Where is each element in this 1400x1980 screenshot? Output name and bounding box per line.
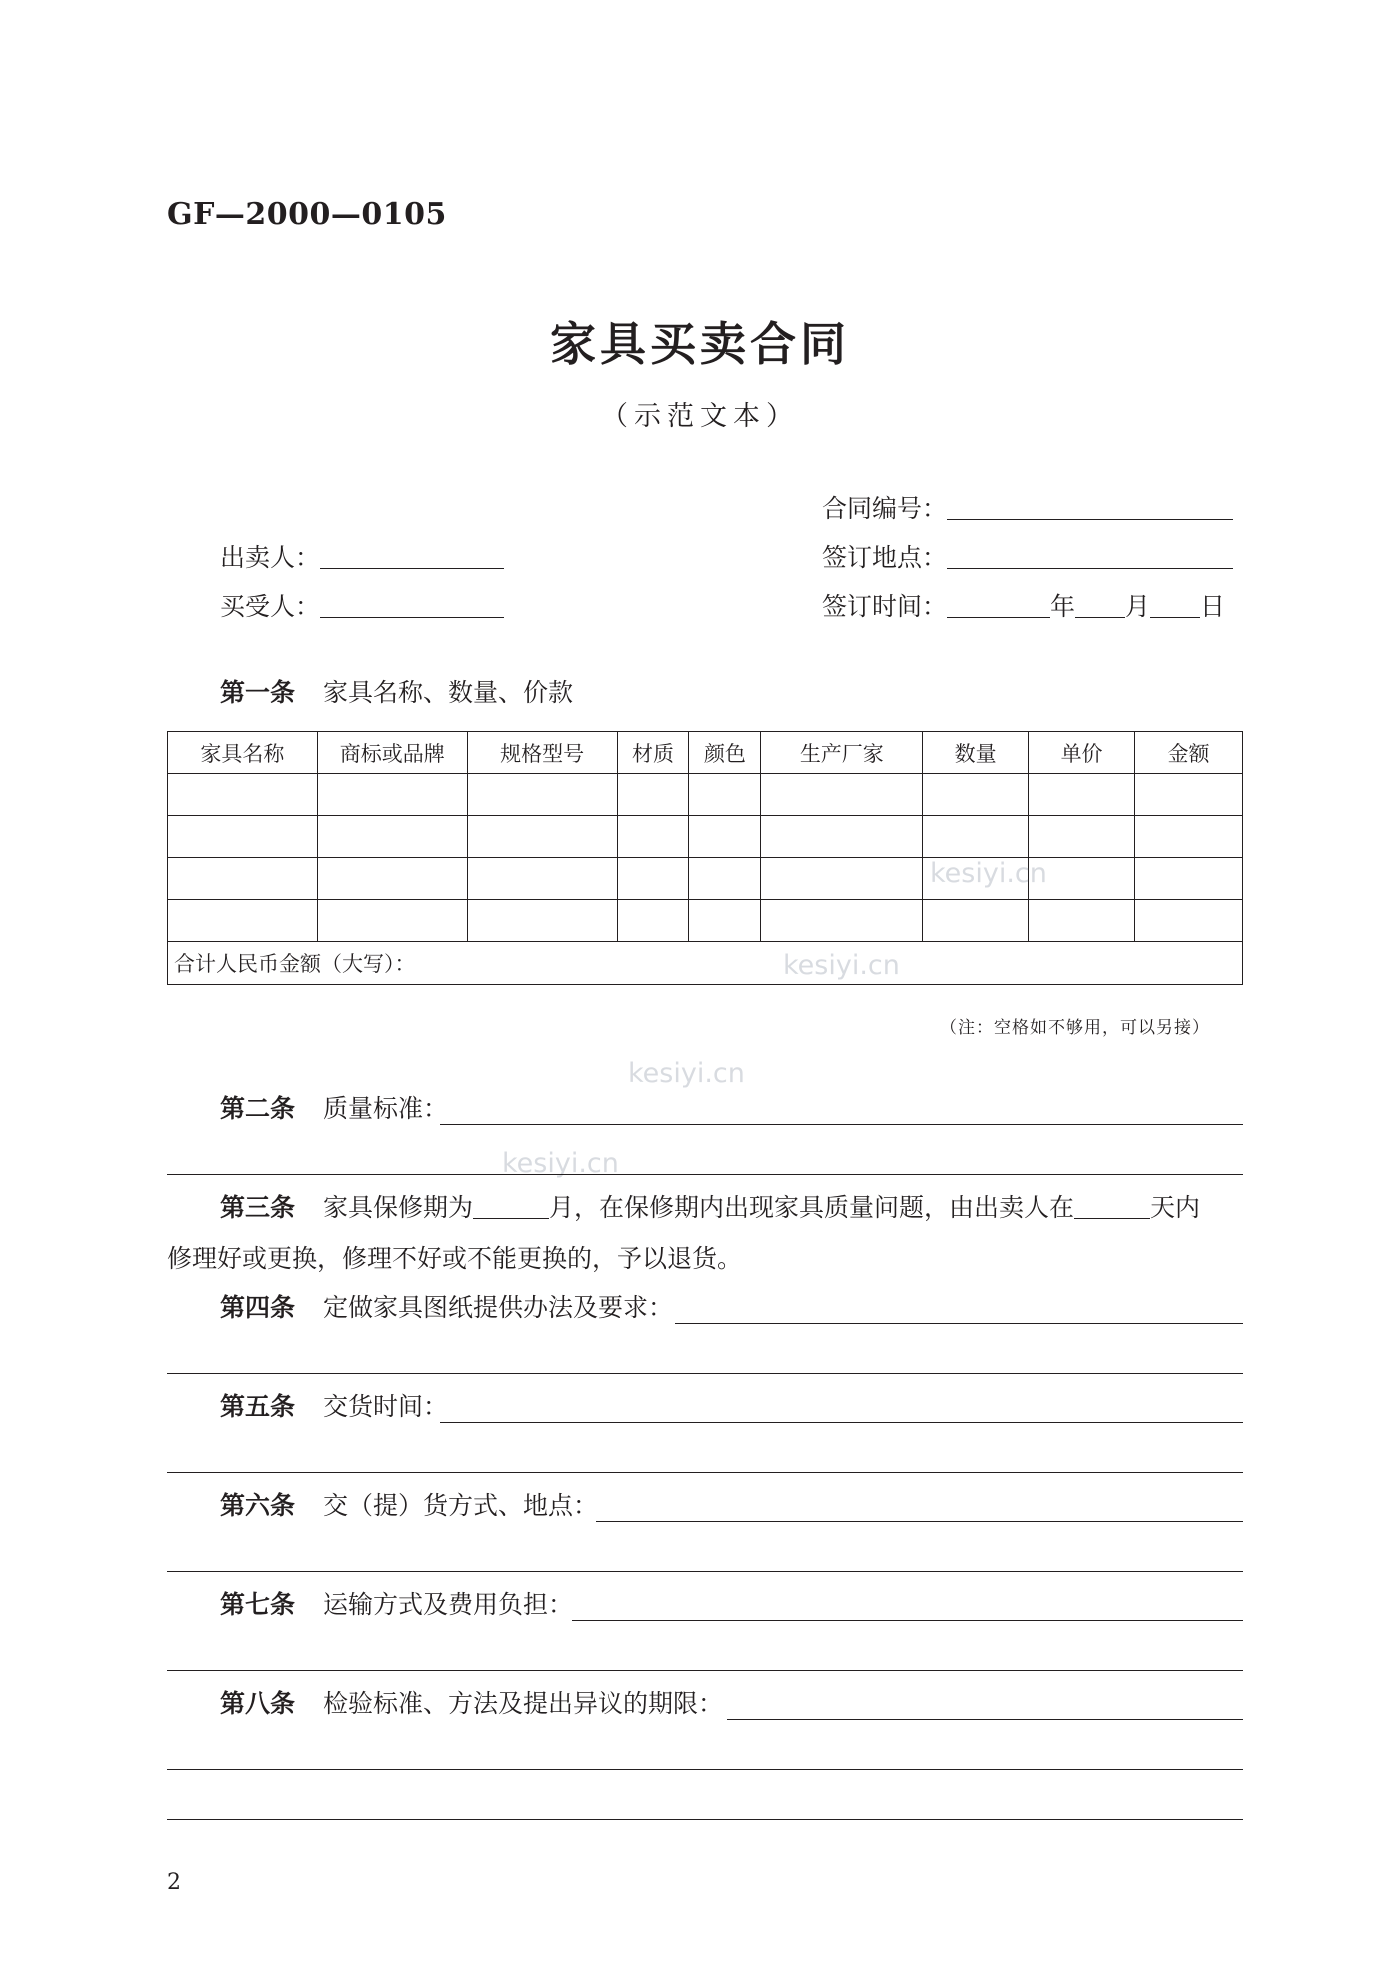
clause-8-blank-line[interactable] xyxy=(167,1819,1243,1820)
table-cell[interactable] xyxy=(1029,774,1135,816)
clause-2-blank-line[interactable] xyxy=(167,1174,1243,1175)
clause-2-blank[interactable] xyxy=(440,1124,1243,1125)
clause-4-number: 第四条 xyxy=(220,1293,296,1322)
table-cell[interactable] xyxy=(467,816,617,858)
table-total-row xyxy=(168,942,1243,985)
watermark: kesiyi.cn xyxy=(502,1148,619,1179)
clause-5-blank[interactable] xyxy=(440,1422,1243,1423)
table-row xyxy=(168,816,1243,858)
table-cell[interactable] xyxy=(168,816,318,858)
header-amount: 金额 xyxy=(1135,732,1243,774)
table-cell[interactable] xyxy=(689,774,761,816)
table-cell[interactable] xyxy=(689,858,761,900)
clause-4-text: 定做家具图纸提供办法及要求： xyxy=(323,1293,674,1322)
clause-1-number: 第一条 xyxy=(220,678,296,707)
table-cell[interactable] xyxy=(1029,900,1135,942)
header-furniture-name: 家具名称 xyxy=(168,732,318,774)
header-material: 材质 xyxy=(617,732,689,774)
clause-2-number: 第二条 xyxy=(220,1094,296,1123)
clause-7-blank[interactable] xyxy=(572,1620,1243,1621)
clause-3 xyxy=(220,1191,1200,1225)
table-cell[interactable] xyxy=(689,900,761,942)
clause-7 xyxy=(220,1588,573,1622)
contract-no-field xyxy=(822,492,1233,526)
watermark: kesiyi.cn xyxy=(930,858,1047,889)
buyer-label: 买受人： xyxy=(220,592,321,621)
clause-5-text: 交货时间： xyxy=(323,1392,449,1421)
page-number: 2 xyxy=(167,1870,181,1895)
table-cell[interactable] xyxy=(168,858,318,900)
month-label: 月 xyxy=(1125,592,1151,621)
table-cell[interactable] xyxy=(923,900,1029,942)
clause-3-part2: 月，在保修期内出现家具质量问题，由出卖人在 xyxy=(549,1193,1075,1222)
contract-no-label: 合同编号： xyxy=(822,494,948,523)
table-cell[interactable] xyxy=(317,774,467,816)
header-unit-price: 单价 xyxy=(1029,732,1135,774)
header-brand: 商标或品牌 xyxy=(317,732,467,774)
warranty-months-blank[interactable] xyxy=(473,1191,549,1219)
table-note: （注：空格如不够用，可以另接） xyxy=(940,1018,1210,1038)
table-cell[interactable] xyxy=(1135,816,1243,858)
clause-5-blank-line[interactable] xyxy=(167,1472,1243,1473)
clause-8-blank-line[interactable] xyxy=(167,1769,1243,1770)
table-cell[interactable] xyxy=(1135,900,1243,942)
sign-place-label: 签订地点： xyxy=(822,543,948,572)
seller-field xyxy=(220,541,504,575)
document-subtitle: （示范文本） xyxy=(601,401,799,432)
clause-3-part1: 家具保修期为 xyxy=(323,1193,474,1222)
clause-6 xyxy=(220,1489,598,1523)
header-manufacturer: 生产厂家 xyxy=(761,732,923,774)
clause-5-number: 第五条 xyxy=(220,1392,296,1421)
header-color: 颜色 xyxy=(689,732,761,774)
clause-7-text: 运输方式及费用负担： xyxy=(323,1590,574,1619)
sign-place-field xyxy=(822,541,1233,575)
clause-1-text: 家具名称、数量、价款 xyxy=(323,678,574,707)
clause-4-blank-line[interactable] xyxy=(167,1373,1243,1374)
sign-year-blank[interactable] xyxy=(947,590,1050,618)
clause-3-part3: 天内 xyxy=(1150,1193,1201,1222)
sign-place-blank[interactable] xyxy=(947,541,1233,569)
clause-7-blank-line[interactable] xyxy=(167,1670,1243,1671)
clause-2 xyxy=(220,1092,448,1126)
table-cell[interactable] xyxy=(168,774,318,816)
table-cell[interactable] xyxy=(761,774,923,816)
table-cell[interactable] xyxy=(761,900,923,942)
table-cell[interactable] xyxy=(923,774,1029,816)
watermark: kesiyi.cn xyxy=(783,950,900,981)
header-model: 规格型号 xyxy=(467,732,617,774)
table-cell[interactable] xyxy=(467,858,617,900)
clause-5 xyxy=(220,1390,448,1424)
sign-time-label: 签订时间： xyxy=(822,592,948,621)
goods-table xyxy=(167,731,1243,985)
clause-7-number: 第七条 xyxy=(220,1590,296,1619)
header-quantity: 数量 xyxy=(923,732,1029,774)
table-cell[interactable] xyxy=(617,900,689,942)
clause-8 xyxy=(220,1687,723,1721)
table-cell[interactable] xyxy=(1135,774,1243,816)
table-cell[interactable] xyxy=(1135,858,1243,900)
seller-blank[interactable] xyxy=(320,541,504,569)
clause-8-blank[interactable] xyxy=(727,1719,1243,1720)
sign-day-blank[interactable] xyxy=(1150,590,1200,618)
table-cell[interactable] xyxy=(1029,816,1135,858)
clause-3-line-2: 修理好或更换，修理不好或不能更换的，予以退货。 xyxy=(167,1244,743,1273)
table-header-row xyxy=(168,732,1243,774)
contract-no-blank[interactable] xyxy=(947,492,1233,520)
table-cell[interactable] xyxy=(761,816,923,858)
clause-6-blank[interactable] xyxy=(596,1521,1243,1522)
table-cell[interactable] xyxy=(317,900,467,942)
table-row xyxy=(168,900,1243,942)
clause-8-text: 检验标准、方法及提出异议的期限： xyxy=(323,1689,724,1718)
table-cell[interactable] xyxy=(617,774,689,816)
table-cell[interactable] xyxy=(923,816,1029,858)
clause-4-blank[interactable] xyxy=(675,1323,1243,1324)
table-row xyxy=(168,858,1243,900)
total-amount-label: 合计人民币金额（大写）： xyxy=(174,952,416,976)
clause-4 xyxy=(220,1291,673,1325)
table-cell[interactable] xyxy=(689,816,761,858)
table-cell[interactable] xyxy=(317,816,467,858)
sign-month-blank[interactable] xyxy=(1075,590,1125,618)
clause-8-number: 第八条 xyxy=(220,1689,296,1718)
buyer-blank[interactable] xyxy=(320,590,504,618)
table-cell[interactable] xyxy=(168,900,318,942)
clause-6-text: 交（提）货方式、地点： xyxy=(323,1491,599,1520)
clause-6-number: 第六条 xyxy=(220,1491,296,1520)
watermark: kesiyi.cn xyxy=(628,1058,745,1089)
clause-6-blank-line[interactable] xyxy=(167,1571,1243,1572)
day-label: 日 xyxy=(1200,592,1226,621)
table-cell[interactable] xyxy=(467,774,617,816)
buyer-field xyxy=(220,590,504,624)
seller-label: 出卖人： xyxy=(220,543,321,572)
sign-time-field xyxy=(822,590,1225,624)
document-code: GF—2000—0105 xyxy=(167,197,447,232)
repair-days-blank[interactable] xyxy=(1074,1191,1150,1219)
total-amount-cell[interactable] xyxy=(168,942,1243,985)
clause-1 xyxy=(220,676,573,710)
table-row xyxy=(168,774,1243,816)
document-title: 家具买卖合同 xyxy=(550,317,850,371)
clause-2-text: 质量标准： xyxy=(323,1094,449,1123)
table-cell[interactable] xyxy=(617,858,689,900)
table-cell[interactable] xyxy=(467,900,617,942)
clause-3-number: 第三条 xyxy=(220,1193,296,1222)
table-cell[interactable] xyxy=(617,816,689,858)
table-cell[interactable] xyxy=(317,858,467,900)
year-label: 年 xyxy=(1050,592,1076,621)
table-cell[interactable] xyxy=(761,858,923,900)
